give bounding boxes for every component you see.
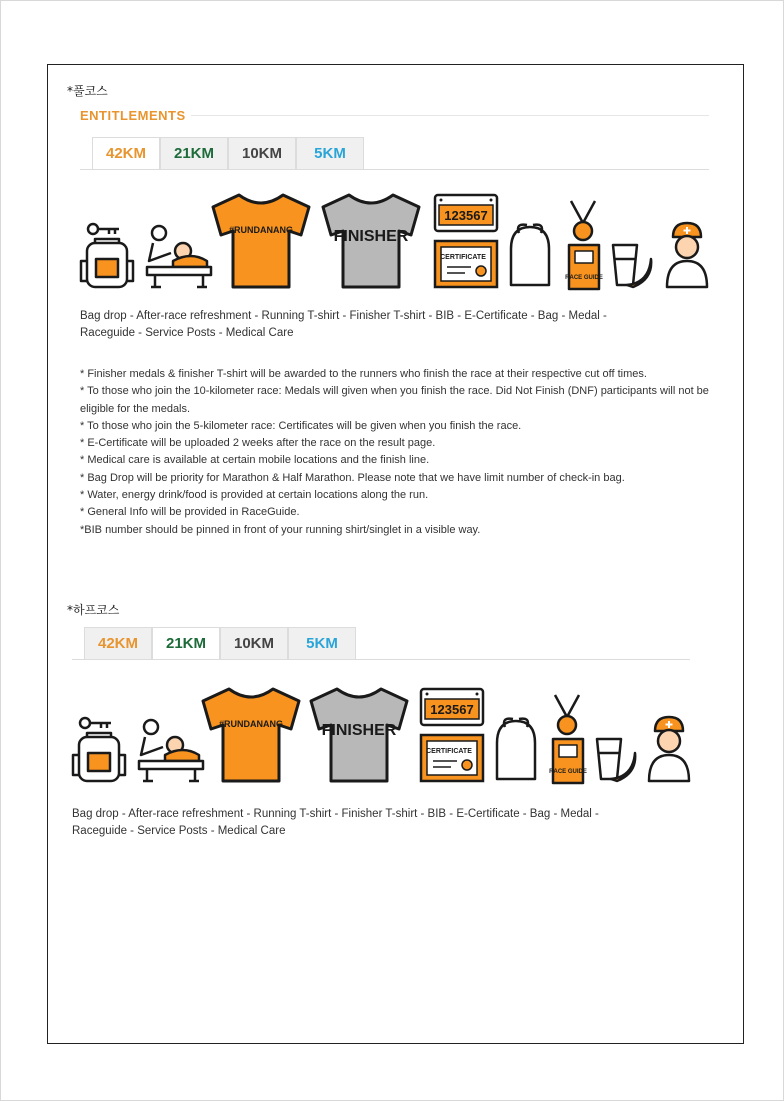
note-item: * E-Certificate will be uploaded 2 weeks after the race on the result page. [80,437,436,450]
note-item: *BIB number should be pinned in front of your running shirt/singlet in a visible way. [80,523,481,536]
tab-label: 10KM [241,145,282,162]
tabs-divider [80,169,709,170]
medal-raceguide-icon [563,199,603,291]
bag-drop-icon [79,221,135,289]
finisher-text: FINISHER [321,722,397,739]
raceguide-text: RACE GUIDE [549,769,587,775]
bag-icon [505,219,555,289]
note-item: * To those who join the 5-kilometer race: Certificates will be given when you finish the race. [80,419,522,432]
medal-raceguide-icon [547,693,587,785]
finisher-tshirt-icon [307,685,411,783]
tab-label: 5KM [314,145,346,162]
tab-label: 42KM [105,145,146,162]
tab-42km[interactable] [92,137,160,169]
tabs-divider [72,659,690,660]
tab-5km[interactable] [296,137,364,169]
running-tshirt-icon [199,685,303,783]
entitlement-icons-row [79,191,711,291]
medical-care-icon [663,221,711,289]
tab-5km[interactable] [288,627,356,659]
entitlements-line: Raceguide - Service Posts - Medical Care [72,825,286,837]
certificate-icon [433,239,499,289]
massage-icon [143,223,215,289]
medical-care-icon [645,715,693,783]
entitlements-line: Raceguide - Service Posts - Medical Care [80,327,294,339]
entitlements-line: Bag drop - After-race refreshment - Running T-shirt - Finisher T-shirt - BIB - E-Certificate - Bag - Medal - [80,310,607,322]
note-item: * Medical care is available at certain mobile locations and the finish line. [80,454,430,467]
tab-21km[interactable] [152,627,220,659]
note-item: * To those who join the 10-kilometer race: Medals will given when you finish the race. Did Not Finish (DNF) participants will not be eligible for the medals. [80,385,709,415]
bib-number: 123567 [430,702,474,717]
entitlements-title: ENTITLEMENTS [80,108,186,123]
tab-label: 21KM [165,635,206,652]
tab-10km[interactable] [228,137,296,169]
tab-42km[interactable] [84,627,152,659]
running-tshirt-icon [209,191,313,289]
half-course-tabs [84,627,356,660]
certificate-icon [419,733,485,783]
note-item: * Water, energy drink/food is provided at certain locations along the run. [80,489,429,502]
bib-number: 123567 [444,208,488,223]
tab-10km[interactable] [220,627,288,659]
massage-icon [135,717,207,783]
full-course-tabs [92,137,364,170]
certificate-text: CERTIFICATE [440,254,486,261]
service-posts-icon [609,239,655,289]
entitlement-icons-row [71,685,693,785]
finisher-tshirt-icon [319,191,423,289]
notes-list [80,366,720,539]
entitlements-line: Bag drop - After-race refreshment - Running T-shirt - Finisher T-shirt - BIB - E-Certificate - Bag - Medal - [72,808,599,820]
tab-label: 10KM [233,635,274,652]
bib-icon [433,193,499,233]
full-course-label: *풀코스 [67,84,108,98]
tshirt-text: #RUNDANANG [228,225,294,235]
bib-icon [419,687,485,727]
raceguide-text: RACE GUIDE [565,275,603,281]
service-posts-icon [593,733,639,783]
tab-label: 21KM [173,145,214,162]
tab-21km[interactable] [160,137,228,169]
note-item: * Finisher medals & finisher T-shirt will be awarded to the runners who finish the race at their respective cut off times. [80,368,647,380]
tab-label: 5KM [306,635,338,652]
title-divider [191,115,709,116]
note-item: * General Info will be provided in RaceGuide. [80,506,300,519]
note-item: * Bag Drop will be priority for Marathon & Half Marathon. Please note that we have limit number of check-in bag. [80,471,625,484]
half-course-label: *하프코스 [67,603,120,617]
full-course-entitlements-text [80,308,680,342]
bag-drop-icon [71,715,127,783]
half-course-entitlements-text [72,806,672,840]
finisher-text: FINISHER [333,228,409,245]
certificate-text: CERTIFICATE [426,748,472,755]
tab-label: 42KM [97,635,138,652]
bag-icon [491,713,541,783]
tshirt-text: #RUNDANANG [218,719,284,729]
